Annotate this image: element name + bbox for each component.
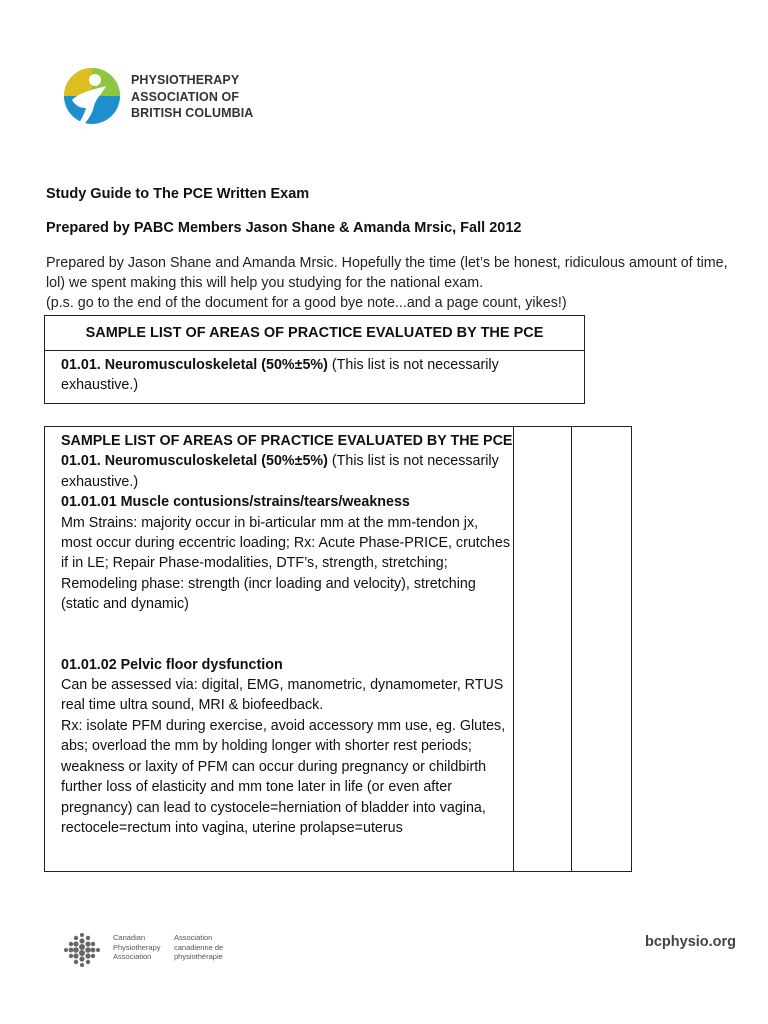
table-column-divider: [513, 427, 514, 871]
table-section: [61, 451, 513, 492]
logo-wordmark: [131, 72, 253, 122]
areas-of-practice-box: [44, 315, 585, 404]
cpa-line: physiothérapie: [174, 952, 223, 961]
box-header: SAMPLE LIST OF AREAS OF PRACTICE EVALUATED BY THE PCE: [45, 316, 584, 351]
subsection-title: 01.01.02 Pelvic floor dysfunction: [61, 656, 283, 673]
study-notes-table: [44, 426, 632, 872]
subsection-title: 01.01.01 Muscle contusions/strains/tears/weakness: [61, 494, 410, 511]
logo-line: PHYSIOTHERAPY: [131, 73, 240, 87]
box-section: [45, 351, 584, 399]
cpa-line: Canadian: [113, 933, 146, 942]
document-title: Study Guide to The PCE Written Exam: [46, 186, 310, 202]
table-cell-notes: [61, 431, 513, 838]
section-note: (This list is not necessarily exhaustive.): [61, 453, 499, 490]
cpa-line: Association: [113, 952, 152, 961]
cpa-line: canadienne de: [174, 942, 224, 952]
subsection-text: Mm Strains: majority occur in bi-articular mm at the mm-tendon jx, most occur during eccentric loading; Rx: Acute Phase-PRICE, crutches if in LE; Repair Phase-modalities, DTF’s, strength, stretching; Remodeling phase: strength (incr loading and velocity), stretching (static and dynamic): [61, 514, 510, 613]
cpa-logo: [60, 930, 260, 970]
cpa-line: Physiotherapy: [113, 942, 161, 952]
cpa-line: Association: [174, 933, 213, 942]
subsection-text: Rx: isolate PFM during exercise, avoid accessory mm use, eg. Glutes, abs; overload the mm by holding longer with shorter rest periods; weakness or laxity of PFM can occur during pregnancy or childbirth further loss of elasticity and mm tone later in life (or even after pregnancy) can lead to cystocele=herniation of bladder into vagina, rectocele=rectum into vagina, uterine prolapse=uterus: [61, 717, 506, 836]
document-subtitle: Prepared by PABC Members Jason Shane & Amanda Mrsic, Fall 2012: [46, 220, 522, 236]
section-title: 01.01. Neuromusculoskeletal (50%±5%): [61, 453, 328, 470]
logo-line: BRITISH COLUMBIA: [131, 106, 254, 120]
cpa-dots-icon: [60, 930, 106, 970]
subsection-text: Can be assessed via: digital, EMG, manometric, dynamometer, RTUS real time ultra sound, MRI & biofeedback.: [61, 677, 504, 714]
physiotherapy-figure-icon: [62, 66, 124, 138]
table-column-divider: [571, 427, 572, 871]
cpa-name-english: [113, 933, 161, 962]
section-note: (This list is not necessarily exhaustive.): [61, 357, 499, 393]
pabc-logo: [62, 66, 262, 138]
intro-line: Prepared by Jason Shane and Amanda Mrsic. Hopefully the time (let’s be honest, ridiculous amount of time, lol) we spent making this will help you studying for the national exam.: [46, 255, 728, 291]
logo-line: ASSOCIATION OF: [131, 89, 240, 104]
table-header: SAMPLE LIST OF AREAS OF PRACTICE EVALUATED BY THE PCE: [61, 433, 513, 449]
website-link[interactable]: bcphysio.org: [645, 934, 737, 950]
section-title: 01.01. Neuromusculoskeletal (50%±5%): [61, 357, 328, 373]
cpa-name-french: [174, 933, 223, 962]
intro-paragraph: [46, 253, 736, 313]
intro-note: (p.s. go to the end of the document for a good bye note...and a page count, yikes!): [46, 295, 567, 311]
